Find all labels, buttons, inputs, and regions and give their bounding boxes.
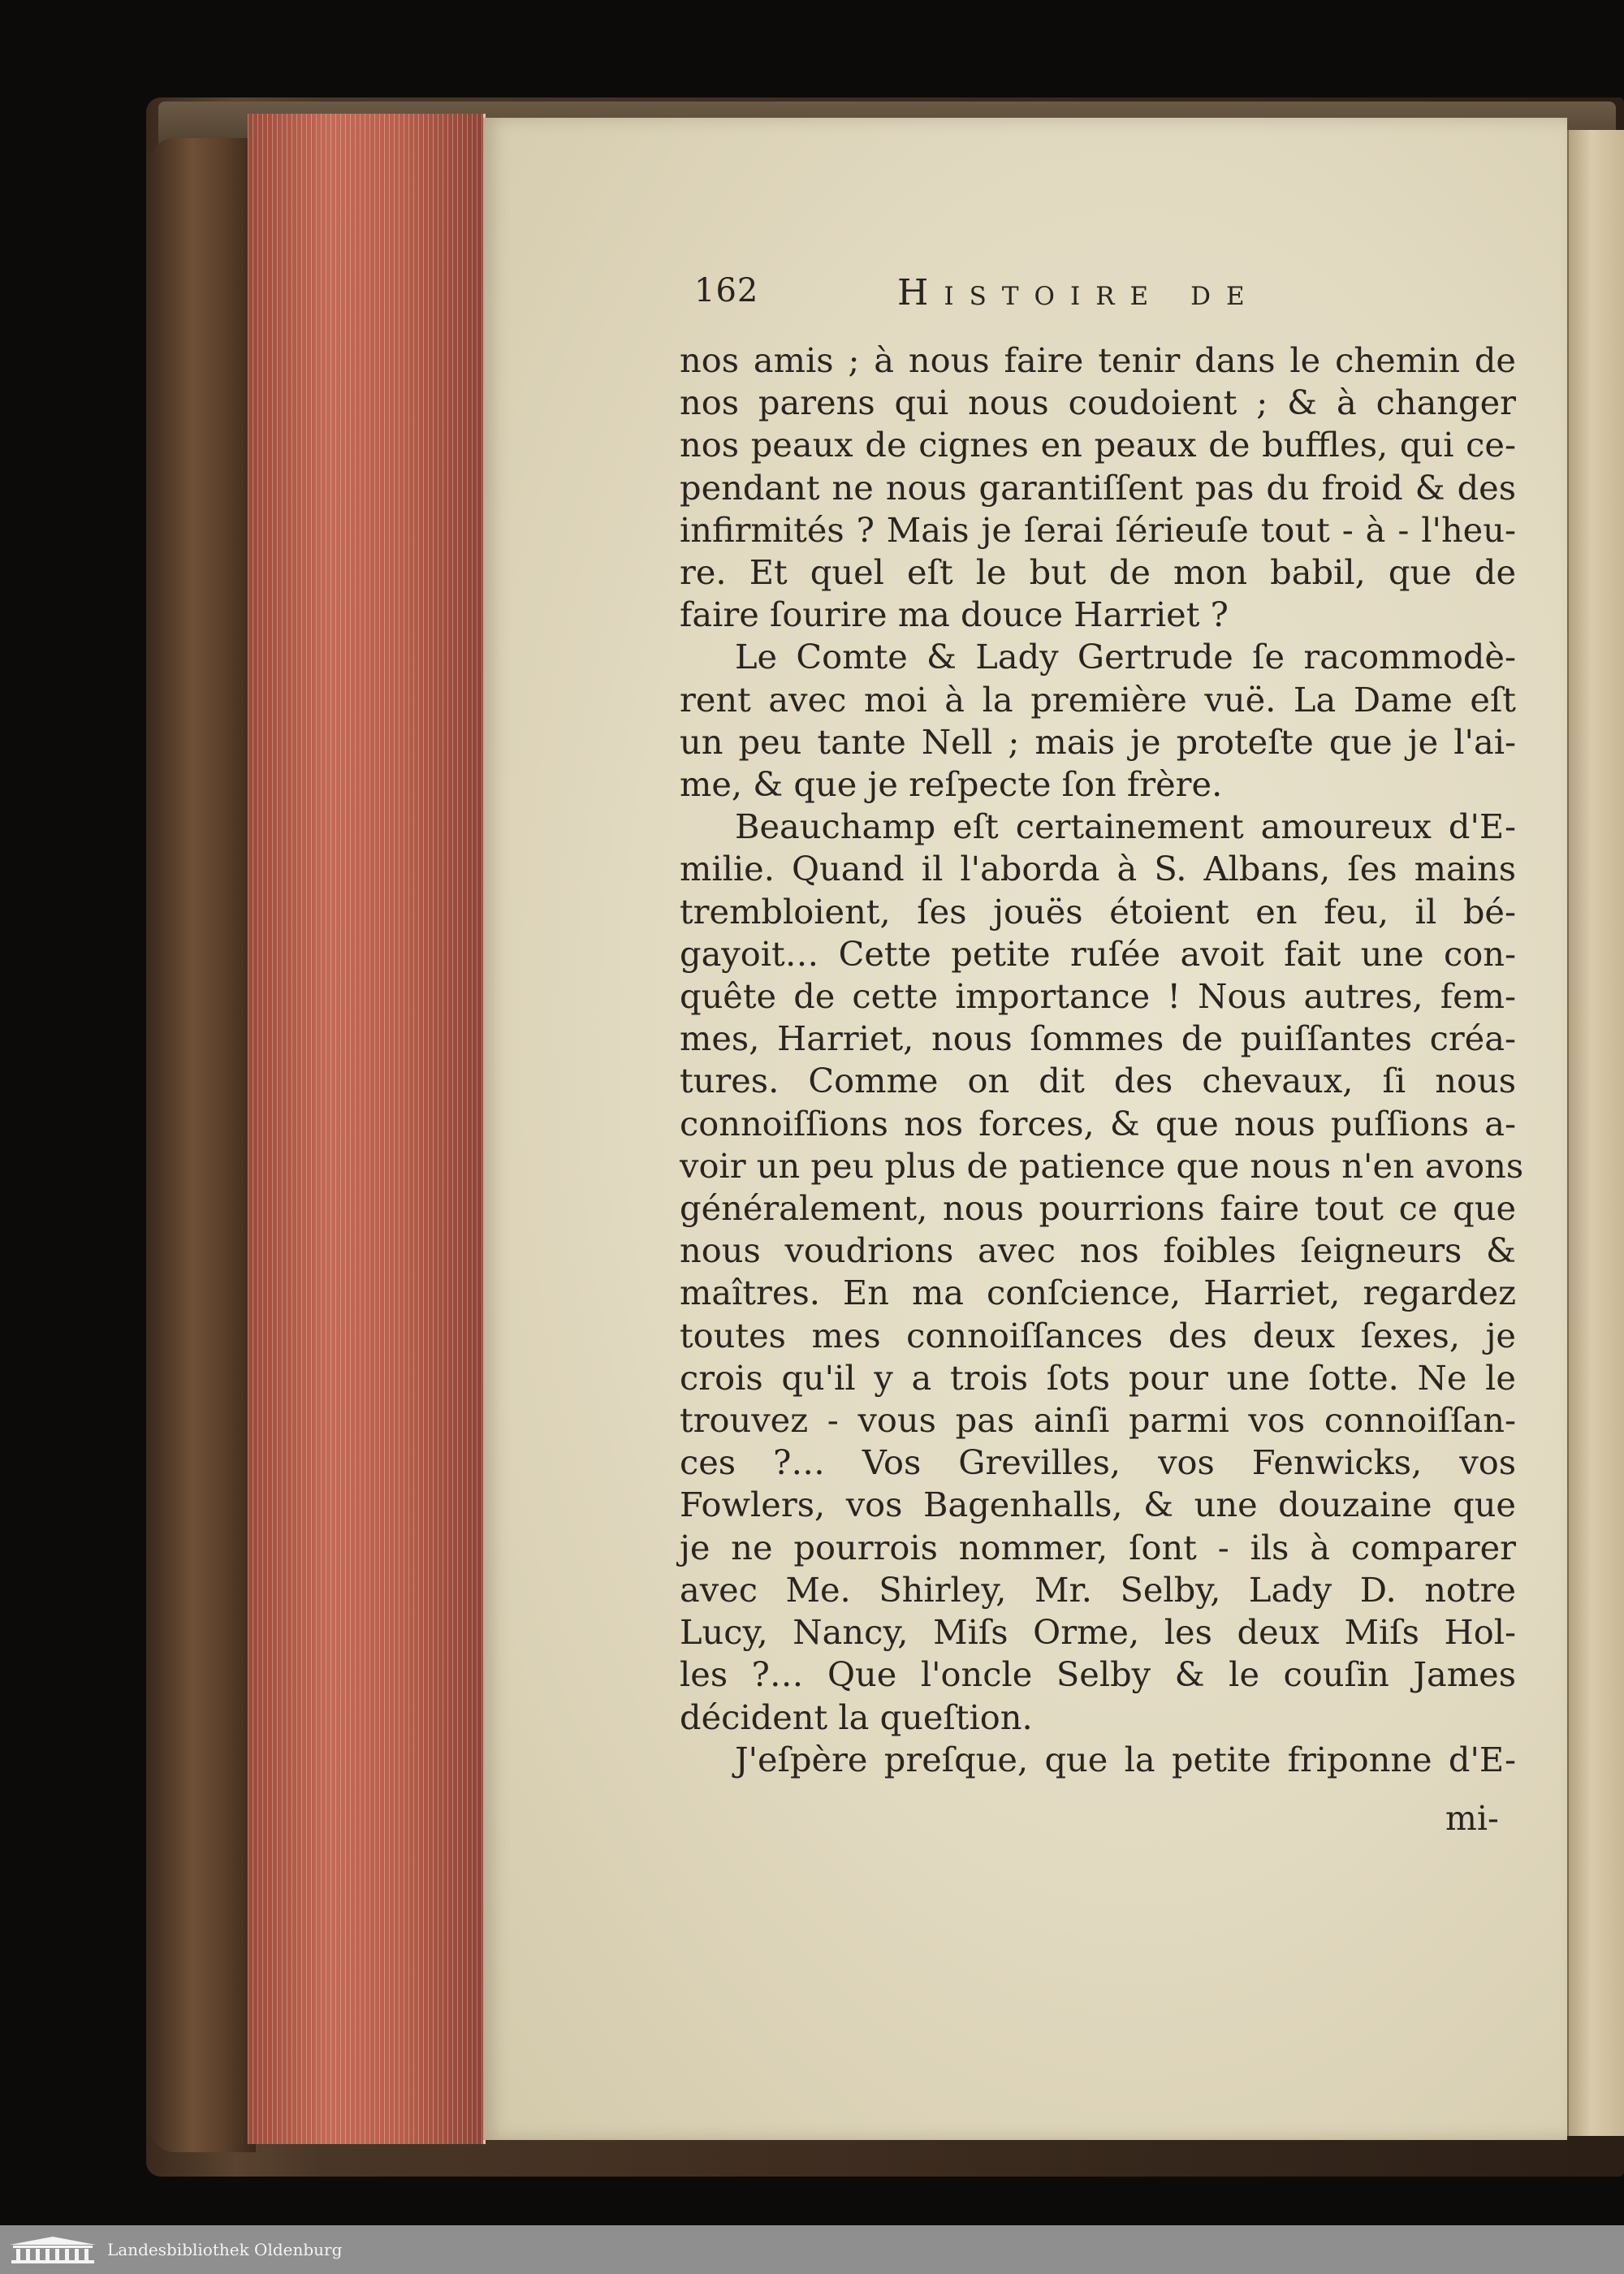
text-line: infirmités ? Mais je ſerai ſérieuſe tout - à - l'heu-	[680, 509, 1516, 550]
text-line: rent avec moi à la première vuë. La Dame eſt	[680, 679, 1516, 720]
text-line: Lucy, Nancy, Miſs Orme, les deux Miſs Hol-	[680, 1612, 1516, 1653]
text-line: toutes mes connoiſſances des deux ſexes, je	[680, 1315, 1516, 1355]
text-line: ces ?… Vos Grevilles, vos Fenwicks, vos	[680, 1442, 1516, 1483]
text-line: décident la queſtion.	[680, 1697, 1033, 1737]
library-building-icon	[8, 2235, 97, 2268]
text-line: généralement, nous pourrions faire tout ce que	[680, 1188, 1516, 1229]
text-line: avec Me. Shirley, Mr. Selby, Lady D. notre	[680, 1569, 1516, 1610]
text-line: maîtres. En ma conſcience, Harriet, regardez	[680, 1273, 1516, 1313]
text-line: faire ſourire ma douce Harriet ?	[680, 594, 1229, 635]
text-line: les ?… Que l'oncle Selby & le couſin James	[680, 1654, 1516, 1695]
text-line: je ne pourrois nommer, ſont - ils à comparer	[680, 1527, 1516, 1567]
text-line: pendant ne nous garantiſſent pas du froid & des	[680, 467, 1516, 508]
text-line: J'eſpère preſque, que la petite friponne d'E-	[735, 1739, 1516, 1779]
text-line: nos amis ; à nous faire tenir dans le chemin de	[680, 340, 1516, 380]
text-line: nos peaux de cignes en peaux de buffles, qui ce-	[680, 425, 1516, 465]
footer-bar	[0, 2225, 1624, 2274]
text-line: Fowlers, vos Bagenhalls, & une douzaine que	[680, 1485, 1516, 1525]
text-line: crois qu'il y a trois ſots pour une ſotte. Ne le	[680, 1357, 1516, 1398]
text-line: trembloient, ſes jouës étoient en feu, il bé-	[680, 891, 1516, 932]
page-header	[694, 272, 1376, 321]
text-line: Beauchamp eſt certainement amoureux d'E-	[735, 806, 1516, 847]
page-number: 162	[694, 272, 759, 309]
text-line: connoiſſions nos forces, & que nous puſſions a-	[680, 1103, 1516, 1143]
text-line: nos parens qui nous coudoient ; & à changer	[680, 383, 1516, 423]
library-name: Landesbibliothek Oldenburg	[107, 2240, 343, 2259]
text-line: un peu tante Nell ; mais je proteſte que je l'ai-	[680, 721, 1516, 762]
text-line: nous voudrions avec nos foibles ſeigneurs &	[680, 1230, 1516, 1271]
text-line: tures. Comme on dit des chevaux, ſi nous	[680, 1061, 1516, 1101]
catchword: mi-	[1445, 1799, 1499, 1838]
facing-page-edge	[1567, 130, 1624, 2136]
text-line: quête de cette importance ! Nous autres, fem-	[680, 976, 1516, 1017]
text-block	[680, 339, 1524, 1781]
running-title: Histoire de	[897, 272, 1260, 313]
text-line: trouvez - vous pas ainſi parmi vos connoiſſan-	[680, 1400, 1516, 1441]
text-line: re. Et quel eſt le but de mon babil, que de	[680, 552, 1516, 593]
text-line: me, & que je reſpecte ſon frère.	[680, 764, 1223, 805]
text-line: milie. Quand il l'aborda à S. Albans, ſes mains	[680, 849, 1516, 889]
text-line: mes, Harriet, nous ſommes de puiſſantes créa-	[680, 1018, 1516, 1059]
text-line: gayoit… Cette petite ruſée avoit fait une con-	[680, 933, 1516, 974]
page-edges-red	[248, 114, 486, 2144]
text-line: voir un peu plus de patience que nous n'en avons	[680, 1145, 1524, 1186]
text-line: Le Comte & Lady Gertrude ſe racommodè-	[735, 637, 1516, 677]
cover-left-edge	[150, 138, 256, 2152]
